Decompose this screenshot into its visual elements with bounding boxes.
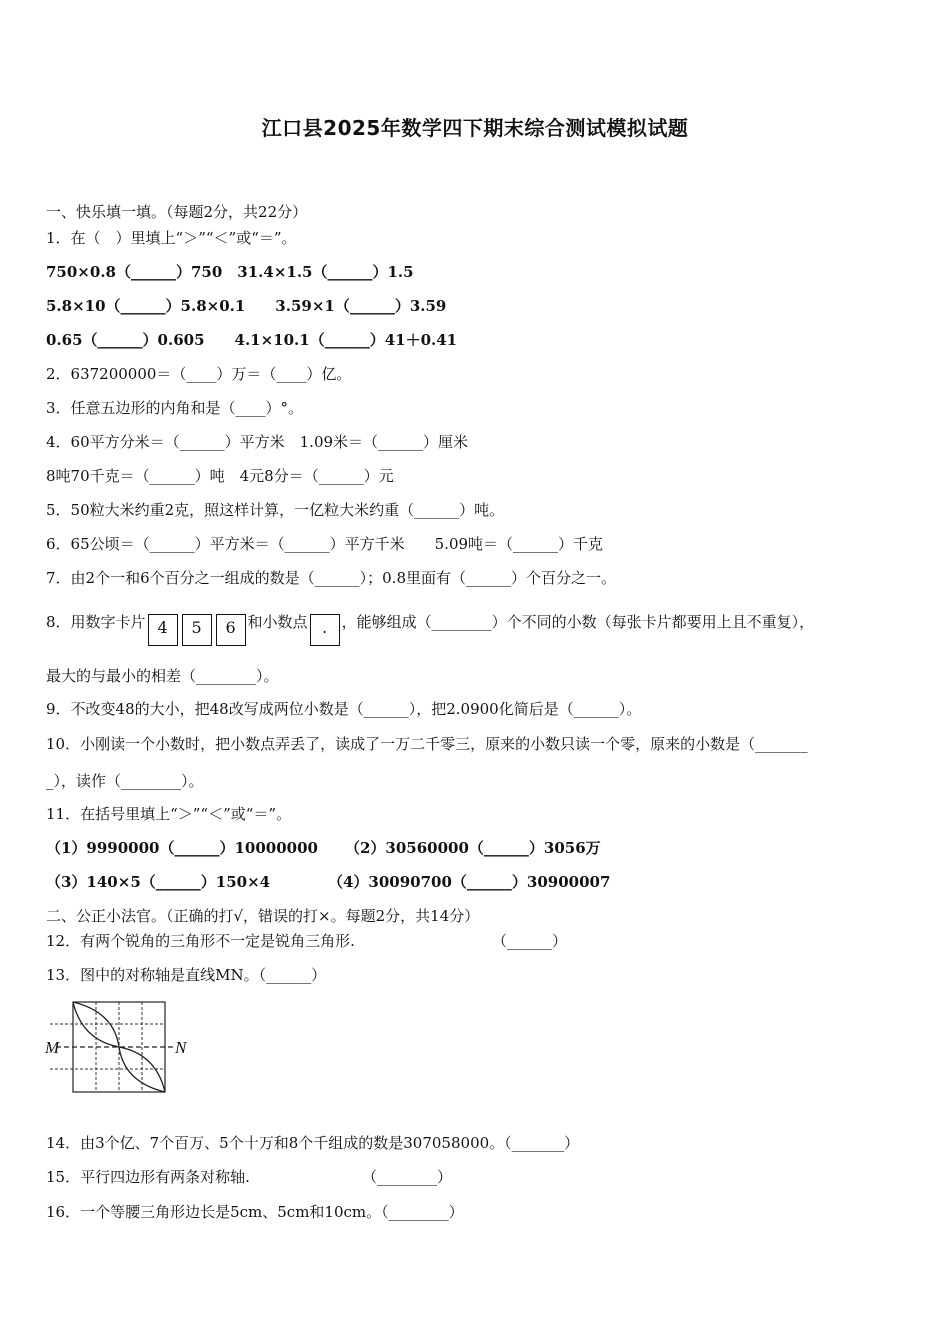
question-11-stem: 11．在括号里填上“＞”“＜”或“＝”。 bbox=[46, 805, 292, 823]
question-11-a: （1）9990000（______）10000000 bbox=[46, 839, 318, 857]
question-4-row-2: 8吨70千克＝（______）吨 4元8分＝（______）元 bbox=[46, 467, 394, 485]
question-8-suffix: ，能够组成（________）个不同的小数（每张卡片都要用上且不重复）， bbox=[341, 613, 815, 631]
question-8-prefix: 8．用数字卡片 bbox=[46, 613, 146, 631]
question-7: 7．由2个一和6个百分之一组成的数是（______）；0.8里面有（______）个百分之一。 bbox=[46, 569, 616, 587]
question-10-line-1: 10．小刚读一个小数时，把小数点弄丢了，读成了一万二千零三，原来的小数只读一个零，原来的小数是（_______ bbox=[46, 735, 808, 753]
question-14: 14．由3个亿、7个百万、5个十万和8个千组成的数是307058000。（_______） bbox=[46, 1134, 580, 1152]
question-10-line-2: _），读作（________）。 bbox=[46, 772, 204, 790]
decimal-point-card: . bbox=[310, 614, 340, 646]
page-title: 江口县2025年数学四下期末综合测试模拟试题 bbox=[261, 116, 689, 140]
question-2: 2．637200000＝（____）万＝（____）亿。 bbox=[46, 365, 352, 383]
question-1-stem: 1．在（ ）里填上“＞”“＜”或“＝”。 bbox=[46, 229, 297, 247]
digit-card-6: 6 bbox=[216, 614, 246, 646]
question-13: 13．图中的对称轴是直线MN。（______） bbox=[46, 966, 327, 984]
question-15-text: 15．平行四边形有两条对称轴. bbox=[46, 1168, 250, 1186]
question-5: 5．50粒大米约重2克，照这样计算，一亿粒大米约重（______）吨。 bbox=[46, 501, 505, 519]
question-8-line-2: 最大的与最小的相差（________）。 bbox=[46, 667, 279, 685]
question-3: 3．任意五边形的内角和是（____）°。 bbox=[46, 399, 304, 417]
question-6: 6．65公顷＝（______）平方米＝（______）平方千米 5.09吨＝（______）千克 bbox=[46, 535, 604, 553]
question-15-blank: （________） bbox=[362, 1168, 453, 1186]
question-9: 9．不改变48的大小，把48改写成两位小数是（______），把2.0900化简后是（______）。 bbox=[46, 700, 642, 718]
question-12-text: 12．有两个锐角的三角形不一定是锐角三角形. bbox=[46, 932, 355, 950]
section-2-heading: 二、公正小法官。（正确的打√，错误的打×。每题2分，共14分） bbox=[46, 907, 480, 925]
question-12-blank: （______） bbox=[492, 932, 568, 950]
question-16: 16．一个等腰三角形边长是5cm、5cm和10cm。（________） bbox=[46, 1203, 464, 1221]
digit-card-5: 5 bbox=[182, 614, 212, 646]
question-1-row-3: 0.65（______）0.605 4.1×10.1（______）41＋0.41 bbox=[46, 331, 458, 349]
question-4-row-1: 4．60平方分米＝（______）平方米 1.09米＝（______）厘米 bbox=[46, 433, 469, 451]
label-n: N bbox=[175, 1038, 187, 1057]
question-1-row-2: 5.8×10（______）5.8×0.1 3.59×1（______）3.59 bbox=[46, 297, 447, 315]
question-11-b: （2）30560000（______）3056万 bbox=[345, 839, 601, 857]
question-11-c: （3）140×5（______）150×4 bbox=[46, 873, 271, 891]
digit-card-4: 4 bbox=[148, 614, 178, 646]
symmetry-figure bbox=[44, 998, 194, 1098]
question-11-d: （4）30090700（______）30900007 bbox=[328, 873, 611, 891]
question-1-row-1: 750×0.8（______）750 31.4×1.5（______）1.5 bbox=[46, 263, 414, 281]
section-1-heading: 一、快乐填一填。（每题2分，共22分） bbox=[46, 203, 308, 221]
label-m: M bbox=[45, 1038, 60, 1057]
question-8-middle: 和小数点 bbox=[247, 613, 308, 631]
question-8-line-1 bbox=[46, 612, 814, 646]
